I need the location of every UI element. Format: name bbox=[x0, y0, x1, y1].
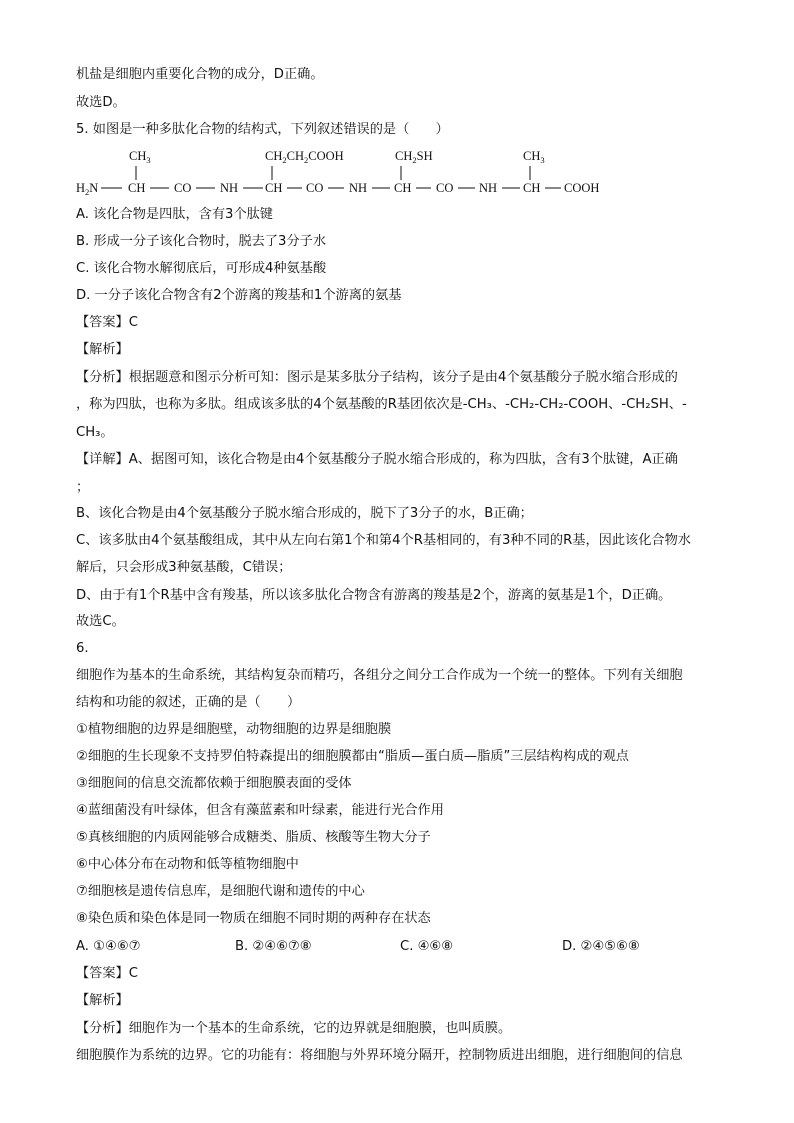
option-a: A. 该化合物是四肽，含有3个肽键 bbox=[76, 207, 273, 222]
option-c: C. 该化合物水解彻底后，可形成4种氨基酸 bbox=[76, 261, 327, 276]
amide-nh: NH bbox=[220, 181, 239, 195]
statement-2: ②细胞的生长现象不支持罗伯特森提出的细胞膜都由“脂质—蛋白质—脂质”三层结构构成的观点 bbox=[76, 749, 629, 764]
statement-8: ⑧染色质和染色体是同一物质在细胞不同时期的两种存在状态 bbox=[76, 911, 431, 926]
option-a: A. ①④⑥⑦ bbox=[76, 939, 141, 954]
detail-text: ； bbox=[76, 480, 90, 495]
text-line: 机盐是细胞内重要化合物的成分，D正确。 bbox=[76, 67, 324, 82]
analysis-text: 【分析】细胞作为一个基本的生命系统，它的边界就是细胞膜，也叫质膜。 bbox=[76, 1021, 512, 1036]
alpha-carbon: CH bbox=[265, 181, 283, 195]
explanation-label: 【解析】 bbox=[76, 342, 129, 357]
detail-text: C、该多肽由4个氨基酸组成，其中从左向右第1个和第4个R基相同的，有3种不同的R基，因此该化合物水 bbox=[76, 533, 691, 548]
statement-1: ①植物细胞的边界是细胞壁，动物细胞的边界是细胞膜 bbox=[76, 722, 392, 737]
answer-label: 【答案】C bbox=[76, 966, 138, 981]
analysis-text: 【分析】根据题意和图示分析可知：图示是某多肽分子结构，该分子是由4个氨基酸分子脱水缩合形成的 bbox=[76, 370, 678, 385]
detail-text: D、由于有1个R基中含有羧基，所以该多肽化合物含有游离的羧基是2个，游离的氨基是1个，D正确。 bbox=[76, 588, 672, 603]
analysis-text: ，称为四肽，也称为多肽。组成该多肽的4个氨基酸的R基团依次是-CH₃、-CH₂-CH₂-COOH、-CH₂SH、- bbox=[76, 397, 687, 412]
option-b: B. ②④⑥⑦⑧ bbox=[235, 939, 312, 954]
r-group-4: $CH_3$ bbox=[523, 149, 545, 165]
statement-7: ⑦细胞核是遗传信息库，是细胞代谢和遗传的中心 bbox=[76, 884, 365, 899]
question-6-stem: 细胞作为基本的生命系统，其结构复杂而精巧，各组分之间分工合作成为一个统一的整体。下列有关细胞 bbox=[76, 668, 683, 683]
option-c: C. ④⑥⑧ bbox=[400, 939, 454, 954]
option-d: D. 一分子该化合物含有2个游离的羧基和1个游离的氨基 bbox=[76, 288, 402, 303]
r-group-2: $CH_2CH_2COOH$ bbox=[265, 149, 344, 165]
r-group-3: $CH_2SH$ bbox=[395, 149, 433, 165]
alpha-carbon: CH bbox=[523, 181, 541, 195]
analysis-text: 细胞膜作为系统的边界。它的功能有：将细胞与外界环境分隔开，控制物质进出细胞，进行细胞间的信息 bbox=[76, 1048, 683, 1063]
detail-text: 【详解】A、据图可知，该化合物是由4个氨基酸分子脱水缩合形成的，称为四肽，含有3个肽键，A正确 bbox=[76, 452, 678, 467]
amide-nh: NH bbox=[349, 181, 368, 195]
analysis-text: CH₃。 bbox=[76, 425, 114, 440]
peptide-structural-formula bbox=[76, 148, 616, 200]
r-group-1: $CH_3$ bbox=[129, 149, 151, 165]
amide-nh: NH bbox=[479, 181, 498, 195]
question-6-stem: 结构和功能的叙述，正确的是（ ） bbox=[76, 695, 301, 710]
answer-label: 【答案】C bbox=[76, 315, 138, 330]
statement-4: ④蓝细菌没有叶绿体，但含有藻蓝素和叶绿素，能进行光合作用 bbox=[76, 803, 444, 818]
carbonyl-group: CO bbox=[174, 181, 192, 195]
alpha-carbon: CH bbox=[128, 181, 146, 195]
detail-text: B、该化合物是由4个氨基酸分子脱水缩合形成的，脱下了3分子的水，B正确； bbox=[76, 506, 533, 521]
question-6-number: 6. bbox=[76, 641, 89, 656]
carbonyl-group: CO bbox=[436, 181, 454, 195]
question-5-stem: 5. 如图是一种多肽化合物的结构式，下列叙述错误的是（ ） bbox=[76, 122, 449, 137]
carboxyl-terminal: COOH bbox=[564, 181, 600, 195]
statement-3: ③细胞间的信息交流都依赖于细胞膜表面的受体 bbox=[76, 776, 352, 791]
text-line: 故选D。 bbox=[76, 95, 126, 110]
amino-terminal: $H_2N$ bbox=[76, 181, 99, 197]
statement-5: ⑤真核细胞的内质网能够合成糖类、脂质、核酸等生物大分子 bbox=[76, 830, 431, 845]
detail-text: 故选C。 bbox=[76, 614, 125, 629]
option-d: D. ②④⑤⑥⑧ bbox=[562, 939, 640, 954]
detail-text: 解后，只会形成3种氨基酸，C错误； bbox=[76, 560, 292, 575]
formula-svg bbox=[76, 148, 616, 200]
option-b: B. 形成一分子该化合物时，脱去了3分子水 bbox=[76, 234, 327, 249]
statement-6: ⑥中心体分布在动物和低等植物细胞中 bbox=[76, 857, 299, 872]
explanation-label: 【解析】 bbox=[76, 993, 129, 1008]
carbonyl-group: CO bbox=[306, 181, 324, 195]
alpha-carbon: CH bbox=[394, 181, 412, 195]
